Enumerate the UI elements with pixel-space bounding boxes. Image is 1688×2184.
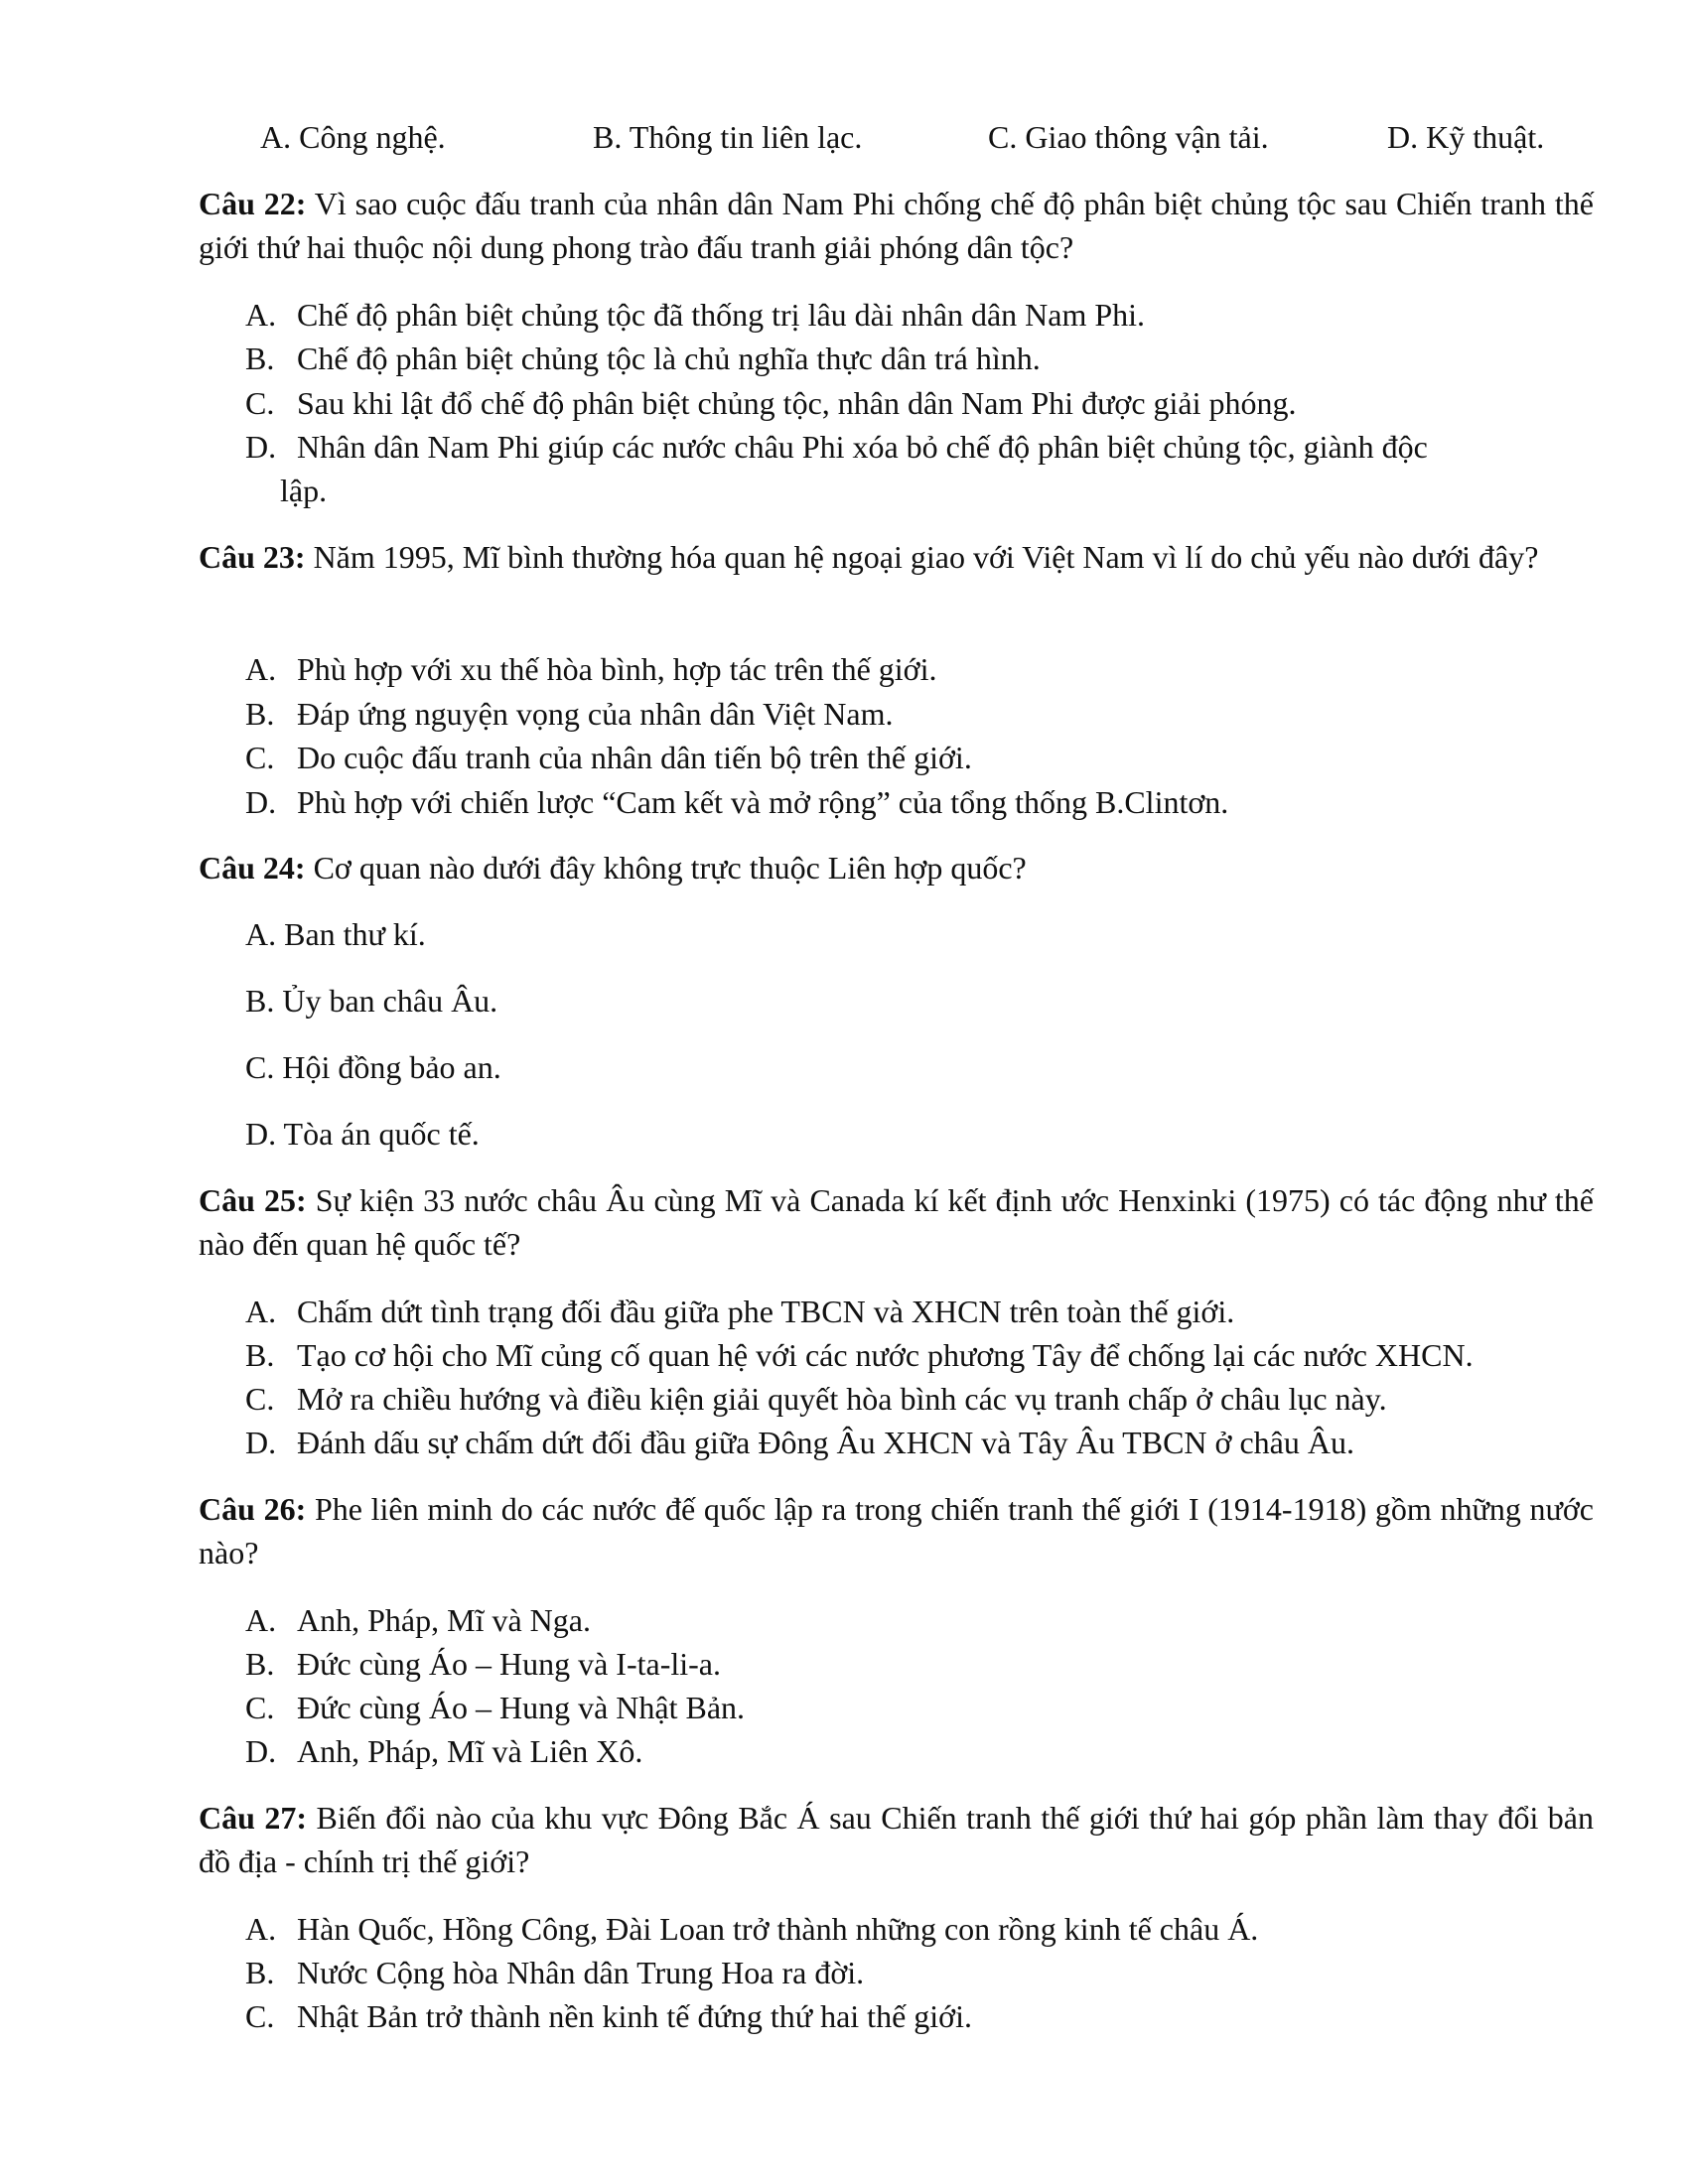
question-text: Năm 1995, Mĩ bình thường hóa quan hệ ngoại giao với Việt Nam vì lí do chủ yếu nào dưới đây?	[305, 539, 1539, 575]
option-label: A.	[245, 297, 277, 333]
question-text: Phe liên minh do các nước đế quốc lập ra trong chiến tranh thế giới I (1914-1918) gồm những nước nào?	[199, 1491, 1595, 1570]
q25-option-c	[245, 1377, 1594, 1421]
top-option-d: D. Kỹ thuật.	[1387, 119, 1545, 155]
q26-option-b	[245, 1642, 1594, 1686]
q25-option-d	[245, 1421, 1594, 1464]
option-text: Đánh dấu sự chấm dứt đối đầu giữa Đông Âu XHCN và Tây Âu TBCN ở châu Âu.	[297, 1425, 1354, 1460]
option-label: D.	[245, 1425, 277, 1460]
question-27	[199, 1796, 1594, 1883]
option-label: B.	[245, 1337, 275, 1373]
option-label: D.	[245, 1733, 277, 1769]
q22-option-c	[245, 381, 1594, 425]
question-24	[199, 846, 1594, 889]
question-label: Câu 22:	[199, 186, 307, 221]
option-label: C.	[245, 1690, 275, 1725]
q23-option-c	[245, 736, 1594, 779]
option-label: A.	[245, 1294, 277, 1329]
question-label: Câu 27:	[199, 1800, 308, 1836]
question-text: Vì sao cuộc đấu tranh của nhân dân Nam Phi chống chế độ phân biệt chủng tộc sau Chiến tranh thế giới thứ hai thuộc nội dung phong trào đấu tranh giải phóng dân tộc?	[199, 186, 1595, 265]
q26-option-a	[245, 1598, 1594, 1642]
option-text: Đáp ứng nguyện vọng của nhân dân Việt Nam.	[297, 696, 894, 732]
option-text: Nước Cộng hòa Nhân dân Trung Hoa ra đời.	[297, 1955, 865, 1990]
question-text: Cơ quan nào dưới đây không trực thuộc Liên hợp quốc?	[305, 850, 1027, 886]
option-text: Mở ra chiều hướng và điều kiện giải quyết hòa bình các vụ tranh chấp ở châu lục này.	[297, 1381, 1387, 1417]
question-26	[199, 1487, 1594, 1574]
question-label: Câu 25:	[199, 1182, 307, 1218]
option-text: Hàn Quốc, Hồng Công, Đài Loan trở thành những con rồng kinh tế châu Á.	[297, 1911, 1259, 1947]
option-label: C.	[245, 1381, 275, 1417]
q26-option-d	[245, 1729, 1594, 1773]
option-label: B.	[245, 1646, 275, 1682]
option-label: C.	[245, 1998, 275, 2034]
question-22	[199, 182, 1594, 269]
option-text: Anh, Pháp, Mĩ và Nga.	[297, 1602, 591, 1638]
q24-option-b: B. Ủy ban châu Âu.	[245, 983, 498, 1019]
option-label: B.	[245, 696, 275, 732]
option-text: Do cuộc đấu tranh của nhân dân tiến bộ trên thế giới.	[297, 740, 972, 775]
option-text: Chế độ phân biệt chủng tộc là chủ nghĩa thực dân trá hình.	[297, 341, 1041, 376]
option-label: C.	[245, 385, 275, 421]
option-label: A.	[245, 1602, 277, 1638]
option-label: B.	[245, 1955, 275, 1990]
q22-option-d	[245, 425, 1594, 512]
q23-option-b	[245, 692, 1594, 736]
q25-option-b	[245, 1333, 1594, 1377]
question-25	[199, 1178, 1594, 1266]
option-label: D.	[245, 784, 277, 820]
option-text: Chế độ phân biệt chủng tộc đã thống trị lâu dài nhân dân Nam Phi.	[297, 297, 1146, 333]
q27-option-a	[245, 1907, 1594, 1951]
q27-option-b	[245, 1951, 1594, 1994]
q22-option-a	[245, 293, 1594, 337]
option-label: A.	[245, 651, 277, 687]
option-label: B.	[245, 341, 275, 376]
top-option-b: B. Thông tin liên lạc.	[593, 119, 863, 155]
option-text: Phù hợp với xu thế hòa bình, hợp tác trên thế giới.	[297, 651, 937, 687]
option-text: Chấm dứt tình trạng đối đầu giữa phe TBCN và XHCN trên toàn thế giới.	[297, 1294, 1235, 1329]
option-text: Tạo cơ hội cho Mĩ củng cố quan hệ với các nước phương Tây để chống lại các nước XHCN.	[297, 1337, 1474, 1373]
q24-option-d: D. Tòa án quốc tế.	[245, 1116, 480, 1152]
option-text-continued: lập.	[280, 473, 328, 508]
option-text: Anh, Pháp, Mĩ và Liên Xô.	[297, 1733, 643, 1769]
question-text: Biến đổi nào của khu vực Đông Bắc Á sau Chiến tranh thế giới thứ hai góp phần làm thay đổi bản đồ địa - chính trị thế giới?	[199, 1800, 1595, 1879]
q24-option-a: A. Ban thư kí.	[245, 916, 426, 952]
option-text: Sau khi lật đổ chế độ phân biệt chủng tộc, nhân dân Nam Phi được giải phóng.	[297, 385, 1297, 421]
question-23	[199, 535, 1594, 579]
q25-option-a	[245, 1290, 1594, 1333]
option-text: Đức cùng Áo – Hung và I-ta-li-a.	[297, 1646, 721, 1682]
q23-option-a	[245, 647, 1594, 691]
top-option-c: C. Giao thông vận tải.	[988, 119, 1269, 155]
option-text: Phù hợp với chiến lược “Cam kết và mở rộng” của tổng thống B.Clintơn.	[297, 784, 1229, 820]
q24-option-c: C. Hội đồng bảo an.	[245, 1049, 501, 1085]
option-label: A.	[245, 1911, 277, 1947]
q26-option-c	[245, 1686, 1594, 1729]
question-text: Sự kiện 33 nước châu Âu cùng Mĩ và Canada kí kết định ước Henxinki (1975) có tác động như thế nào đến quan hệ quốc tế?	[199, 1182, 1595, 1262]
option-text: Nhân dân Nam Phi giúp các nước châu Phi xóa bỏ chế độ phân biệt chủng tộc, giành độc	[297, 429, 1428, 465]
option-text: Đức cùng Áo – Hung và Nhật Bản.	[297, 1690, 746, 1725]
question-label: Câu 23:	[199, 539, 306, 575]
option-label: C.	[245, 740, 275, 775]
q23-option-d	[245, 780, 1594, 824]
option-label: D.	[245, 429, 277, 465]
question-label: Câu 24:	[199, 850, 306, 886]
top-option-a: A. Công nghệ.	[260, 119, 446, 155]
question-label: Câu 26:	[199, 1491, 307, 1527]
q27-option-c	[245, 1994, 1594, 2038]
option-text: Nhật Bản trở thành nền kinh tế đứng thứ hai thế giới.	[297, 1998, 972, 2034]
q22-option-b	[245, 337, 1594, 380]
